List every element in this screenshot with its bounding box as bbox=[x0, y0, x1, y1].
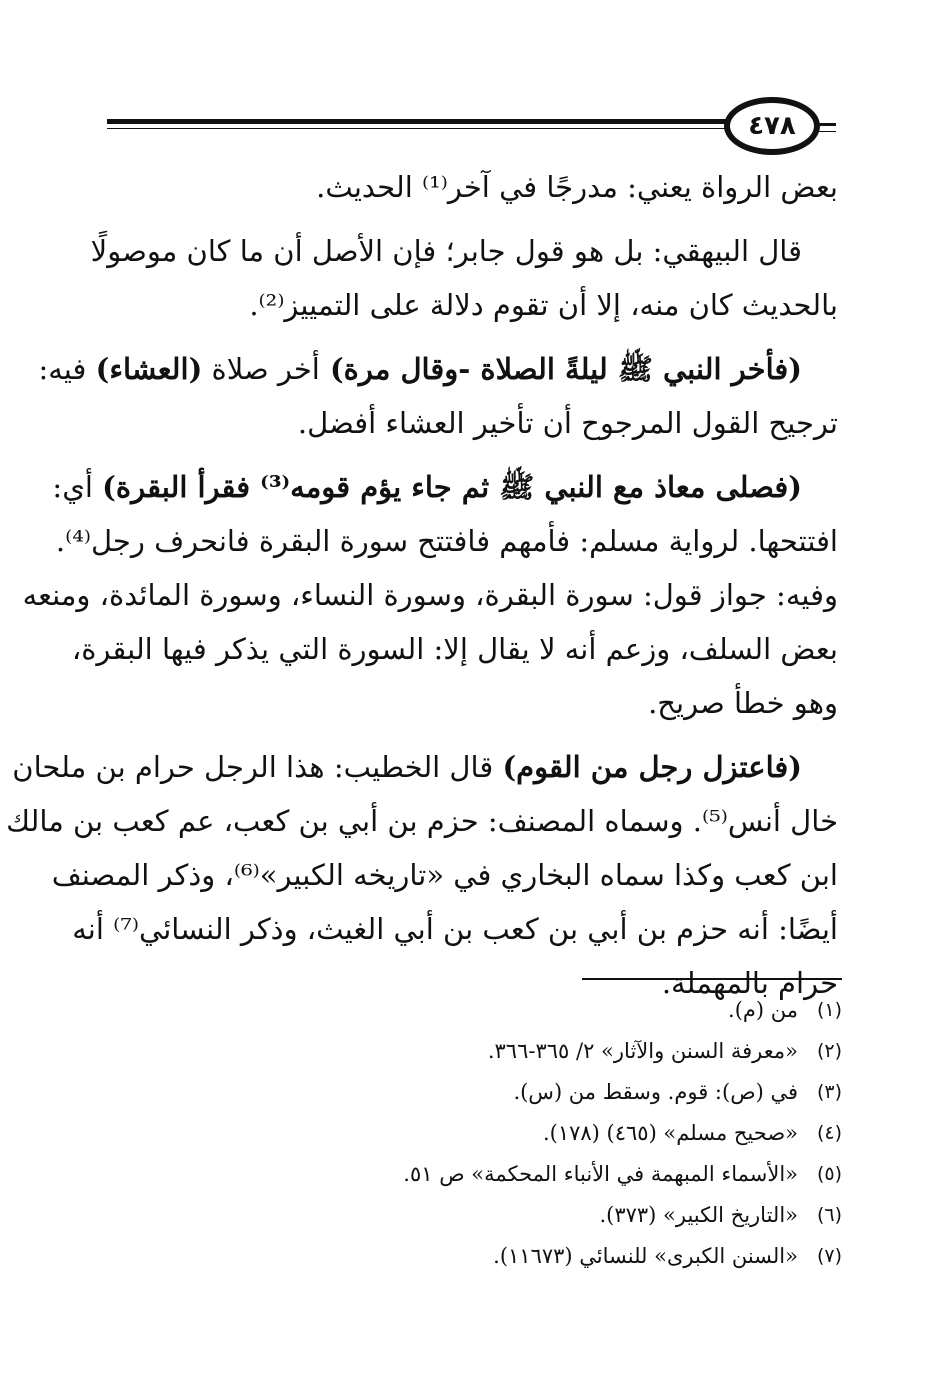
footnote-number: (٦) bbox=[816, 1204, 842, 1226]
footnote-number: (٤) bbox=[816, 1122, 842, 1144]
footnote-text: «التاريخ الكبير» (٣٧٣). bbox=[599, 1203, 798, 1227]
text-run: أخر صلاة bbox=[202, 352, 320, 386]
text-line bbox=[38, 342, 838, 396]
text-run: فيه: bbox=[38, 352, 96, 386]
bold-quote: (فاعتزل رجل من القوم) bbox=[502, 750, 802, 784]
paragraph bbox=[22, 460, 838, 730]
paragraph-gap bbox=[110, 730, 838, 740]
header-rule bbox=[107, 119, 737, 124]
footnote bbox=[82, 1113, 842, 1154]
text-line: أيضًا: أنه حزم بن أبي بن كعب بن أبي الغيث، وذكر النسائي⁽⁷⁾ أنه bbox=[72, 912, 838, 946]
footnote-text: «معرفة السنن والآثار» ٢/ ٣٦٥-٣٦٦. bbox=[487, 1039, 798, 1063]
footnote bbox=[82, 1236, 842, 1277]
footnote-number: (٣) bbox=[816, 1081, 842, 1103]
text-line bbox=[52, 460, 838, 514]
footnote bbox=[82, 1031, 842, 1072]
footnote-text: في (ص): قوم. وسقط من (س). bbox=[513, 1080, 798, 1104]
bold-quote: (فأخر النبي ﷺ ليلةً الصلاة -وقال مرة) bbox=[319, 352, 802, 386]
text-line: ابن كعب وكذا سماه البخاري في «تاريخه الكبير»⁽⁶⁾، وذكر المصنف bbox=[51, 858, 838, 892]
bold-quote: (العشاء) bbox=[95, 352, 203, 386]
text-line: وفيه: جواز قول: سورة البقرة، وسورة النساء، وسورة المائدة، ومنعه bbox=[22, 578, 838, 612]
page-number: ٤٧٨ bbox=[748, 111, 796, 141]
footnote bbox=[82, 1154, 842, 1195]
text-line: وهو خطأ صريح. bbox=[648, 686, 838, 720]
paragraph bbox=[38, 342, 838, 450]
footnotes bbox=[82, 990, 842, 1277]
header-rule-thin bbox=[107, 128, 737, 129]
text-run: أي: bbox=[52, 470, 103, 504]
paragraph-gap bbox=[110, 332, 838, 342]
main-text bbox=[6, 160, 838, 1010]
bold-quote: (فصلى معاذ مع النبي ﷺ ثم جاء يؤم قومه⁽³⁾ فقرأ البقرة) bbox=[102, 470, 802, 504]
text-line: بعض السلف، وزعم أنه لا يقال إلا: السورة التي يذكر فيها البقرة، bbox=[71, 632, 838, 666]
page-number-oval bbox=[724, 97, 820, 155]
footnote-separator bbox=[582, 978, 842, 980]
footnote-text: من (م). bbox=[728, 998, 798, 1022]
footnote bbox=[82, 990, 842, 1031]
text-line: افتتحها. لرواية مسلم: فأمهم فافتتح سورة البقرة فانحرف رجل⁽⁴⁾. bbox=[55, 524, 838, 558]
footnote bbox=[82, 1072, 842, 1113]
text-line: قال البيهقي: بل هو قول جابر؛ فإن الأصل أن ما كان موصولًا bbox=[90, 234, 802, 268]
text-run: قال الخطيب: هذا الرجل حرام بن ملحان bbox=[12, 750, 503, 784]
text-line: بالحديث كان منه، إلا أن تقوم دلالة على التمييز⁽²⁾. bbox=[249, 288, 838, 322]
footnote-text: «الأسماء المبهمة في الأنباء المحكمة» ص ٥١. bbox=[403, 1162, 798, 1186]
text-line bbox=[12, 740, 838, 794]
text-line: حرام بالمهملة. bbox=[661, 966, 838, 1000]
text-line: ترجيح القول المرجوح أن تأخير العشاء أفضل. bbox=[297, 406, 838, 440]
footnote-number: (٥) bbox=[816, 1163, 842, 1185]
paragraph bbox=[90, 224, 838, 332]
footnote-number: (٧) bbox=[816, 1245, 842, 1267]
footnote-number: (٢) bbox=[816, 1040, 842, 1062]
paragraph bbox=[110, 160, 838, 214]
footnote-text: «السنن الكبرى» للنسائي (١١٦٧٣). bbox=[493, 1244, 798, 1268]
text-line: خال أنس⁽⁵⁾. وسماه المصنف: حزم بن أبي بن كعب، عم كعب بن مالك bbox=[6, 804, 838, 838]
paragraph-gap bbox=[110, 214, 838, 224]
text-line: بعض الرواة يعني: مدرجًا في آخر⁽¹⁾ الحديث. bbox=[316, 170, 838, 204]
footnote-number: (١) bbox=[816, 999, 842, 1021]
paragraph-gap bbox=[110, 450, 838, 460]
footnote bbox=[82, 1195, 842, 1236]
footnote-text: «صحيح مسلم» (٤٦٥) (١٧٨). bbox=[542, 1121, 798, 1145]
paragraph bbox=[6, 740, 838, 1010]
